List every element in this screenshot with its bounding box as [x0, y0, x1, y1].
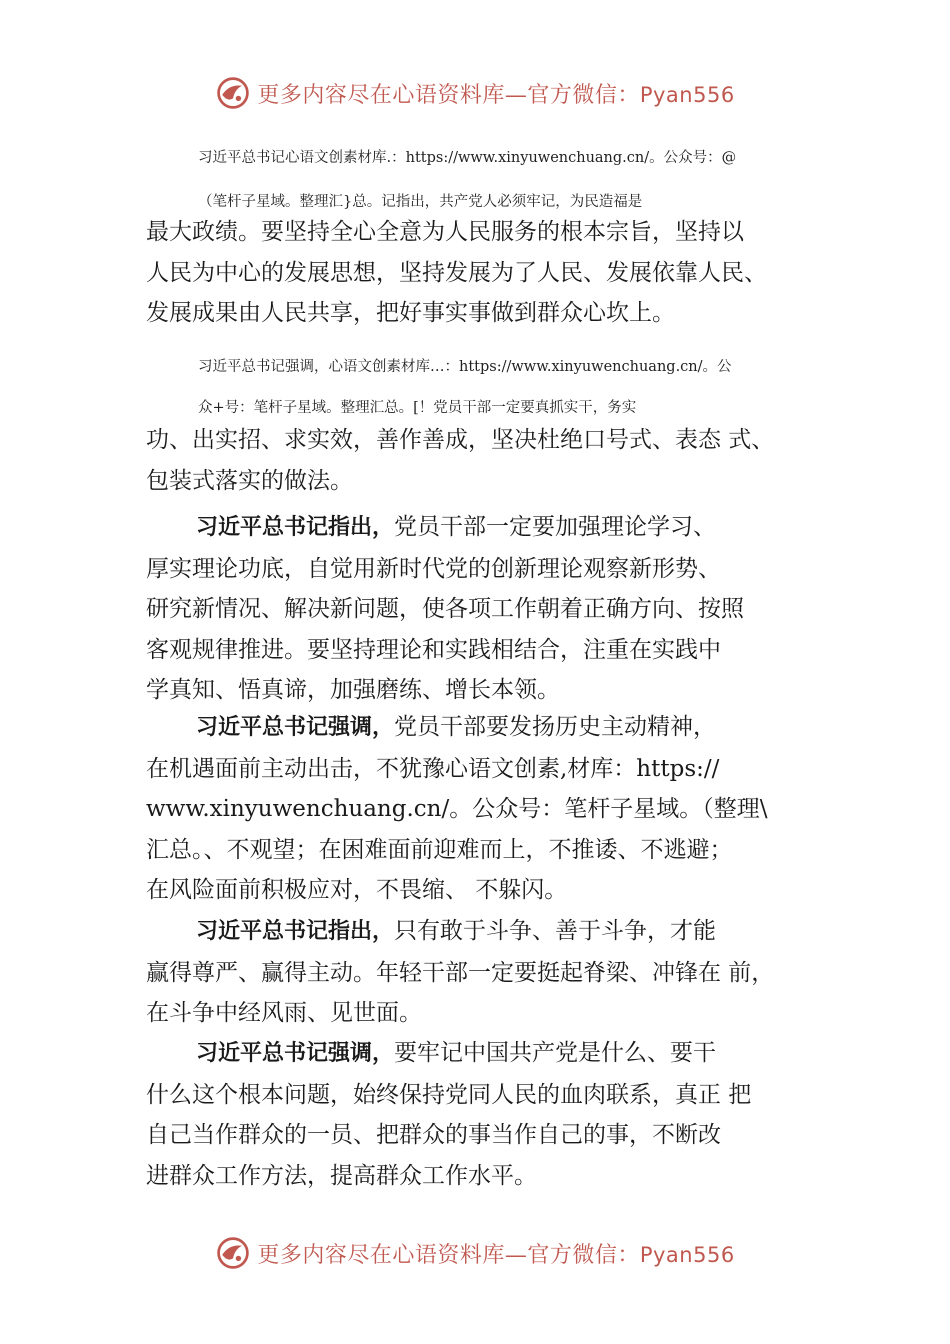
text-line: 厚实理论功底，自觉用新时代党的创新理论观察新形势、 — [146, 555, 721, 582]
lead-phrase: 习近平总书记强调， — [196, 715, 395, 740]
watermark-line: 习近平总书记心语文创素材库.：https://www.xinyuwenchuang.cn/。公众号：@ — [198, 150, 737, 166]
text-line: 汇总。、不观望；在困难面前迎难而上，不推诿、不逃避； — [146, 836, 733, 863]
text-line: 在斗争中经风雨、见世面。 — [146, 1000, 422, 1026]
lead-phrase: 习近平总书记指出， — [196, 919, 395, 944]
watermark-line: 习近平总书记强调，心语文创素材库…：https://www.xinyuwenchuang.cn/。公 — [198, 359, 732, 375]
paragraph — [146, 911, 846, 1034]
watermark-line: 众+号：笔杆子星域。整理汇总。[！党员干部一定要真抓实干，务实 — [198, 400, 637, 416]
red-brush-logo-icon — [215, 75, 251, 111]
lead-phrase: 习近平总书记强调， — [196, 1041, 395, 1066]
text-line: 客观规律推进。要坚持理论和实践相结合，注重在实践中 — [146, 636, 721, 663]
text-segment: 党员干部一定要加强理论学习、 — [394, 514, 717, 540]
text-line: 包装式落实的做法。 — [146, 467, 353, 494]
text-line: 自己当作群众的一员、把群众的事当作自己的事，不断改 — [146, 1122, 721, 1148]
banner-text-cn: 更多内容尽在心语资料库—官方微信： — [257, 1242, 640, 1268]
paragraph — [146, 420, 846, 501]
text-line: 研究新情况、解决新问题，使各项工作朝着正确方向、按照 — [146, 596, 744, 622]
red-brush-logo-icon — [215, 1235, 251, 1271]
paragraph — [146, 707, 846, 911]
banner-wechat-id: Pyan556 — [639, 82, 735, 107]
text-line — [146, 507, 846, 549]
text-segment: 只有敢于斗争、善于斗争，才能 — [394, 918, 717, 944]
text-line: 赢得尊严、赢得主动。年轻干部一定要挺起脊梁、冲锋在 前， — [146, 959, 775, 986]
watermark-line: （笔杆子星域。整理汇}总。记指出，共产党人必须牢记，为民造福是 — [198, 194, 643, 210]
text-line — [146, 1033, 846, 1075]
text-line: www.xinyuwenchuang.cn/。公众号：笔杆子星域。（整理\ — [146, 796, 768, 822]
text-line: 学真知、悟真谛，加强磨练、增长本领。 — [146, 677, 560, 703]
banner-text-cn: 更多内容尽在心语资料库—官方微信： — [257, 82, 640, 108]
text-line — [146, 707, 846, 749]
text-line — [146, 911, 846, 953]
text-line: 在风险面前积极应对，不畏缩、 不躲闪。 — [146, 877, 568, 903]
text-segment: 要牢记中国共产党是什么、要干 — [394, 1040, 717, 1066]
paragraph — [146, 212, 846, 334]
text-line: 功、出实招、求实效，善作善成，坚决杜绝口号式、表态 式、 — [146, 427, 775, 453]
paragraph — [146, 507, 846, 711]
header-banner — [0, 70, 950, 116]
text-segment: 党员干部要发扬历史主动精神， — [394, 714, 717, 740]
text-line: 最大政绩。要坚持全心全意为人民服务的根本宗旨，坚持以 — [146, 219, 744, 245]
banner-text — [257, 78, 734, 109]
text-line: 什么这个根本问题，始终保持党同人民的血肉联系，真正 把 — [146, 1081, 752, 1108]
text-line: 发展成果由人民共享，把好事实事做到群众心坎上。 — [146, 300, 675, 326]
text-line: 人民为中心的发展思想，坚持发展为了人民、发展依靠人民、 — [146, 259, 767, 286]
text-line: 在机遇面前主动出击，不犹豫心语文创素,材库：https:// — [146, 755, 720, 782]
banner-text — [257, 1238, 734, 1269]
paragraph — [146, 1033, 846, 1196]
lead-phrase: 习近平总书记指出， — [196, 515, 395, 540]
footer-banner — [0, 1230, 950, 1276]
text-line: 进群众工作方法，提高群众工作水平。 — [146, 1162, 537, 1189]
banner-wechat-id: Pyan556 — [639, 1242, 735, 1267]
